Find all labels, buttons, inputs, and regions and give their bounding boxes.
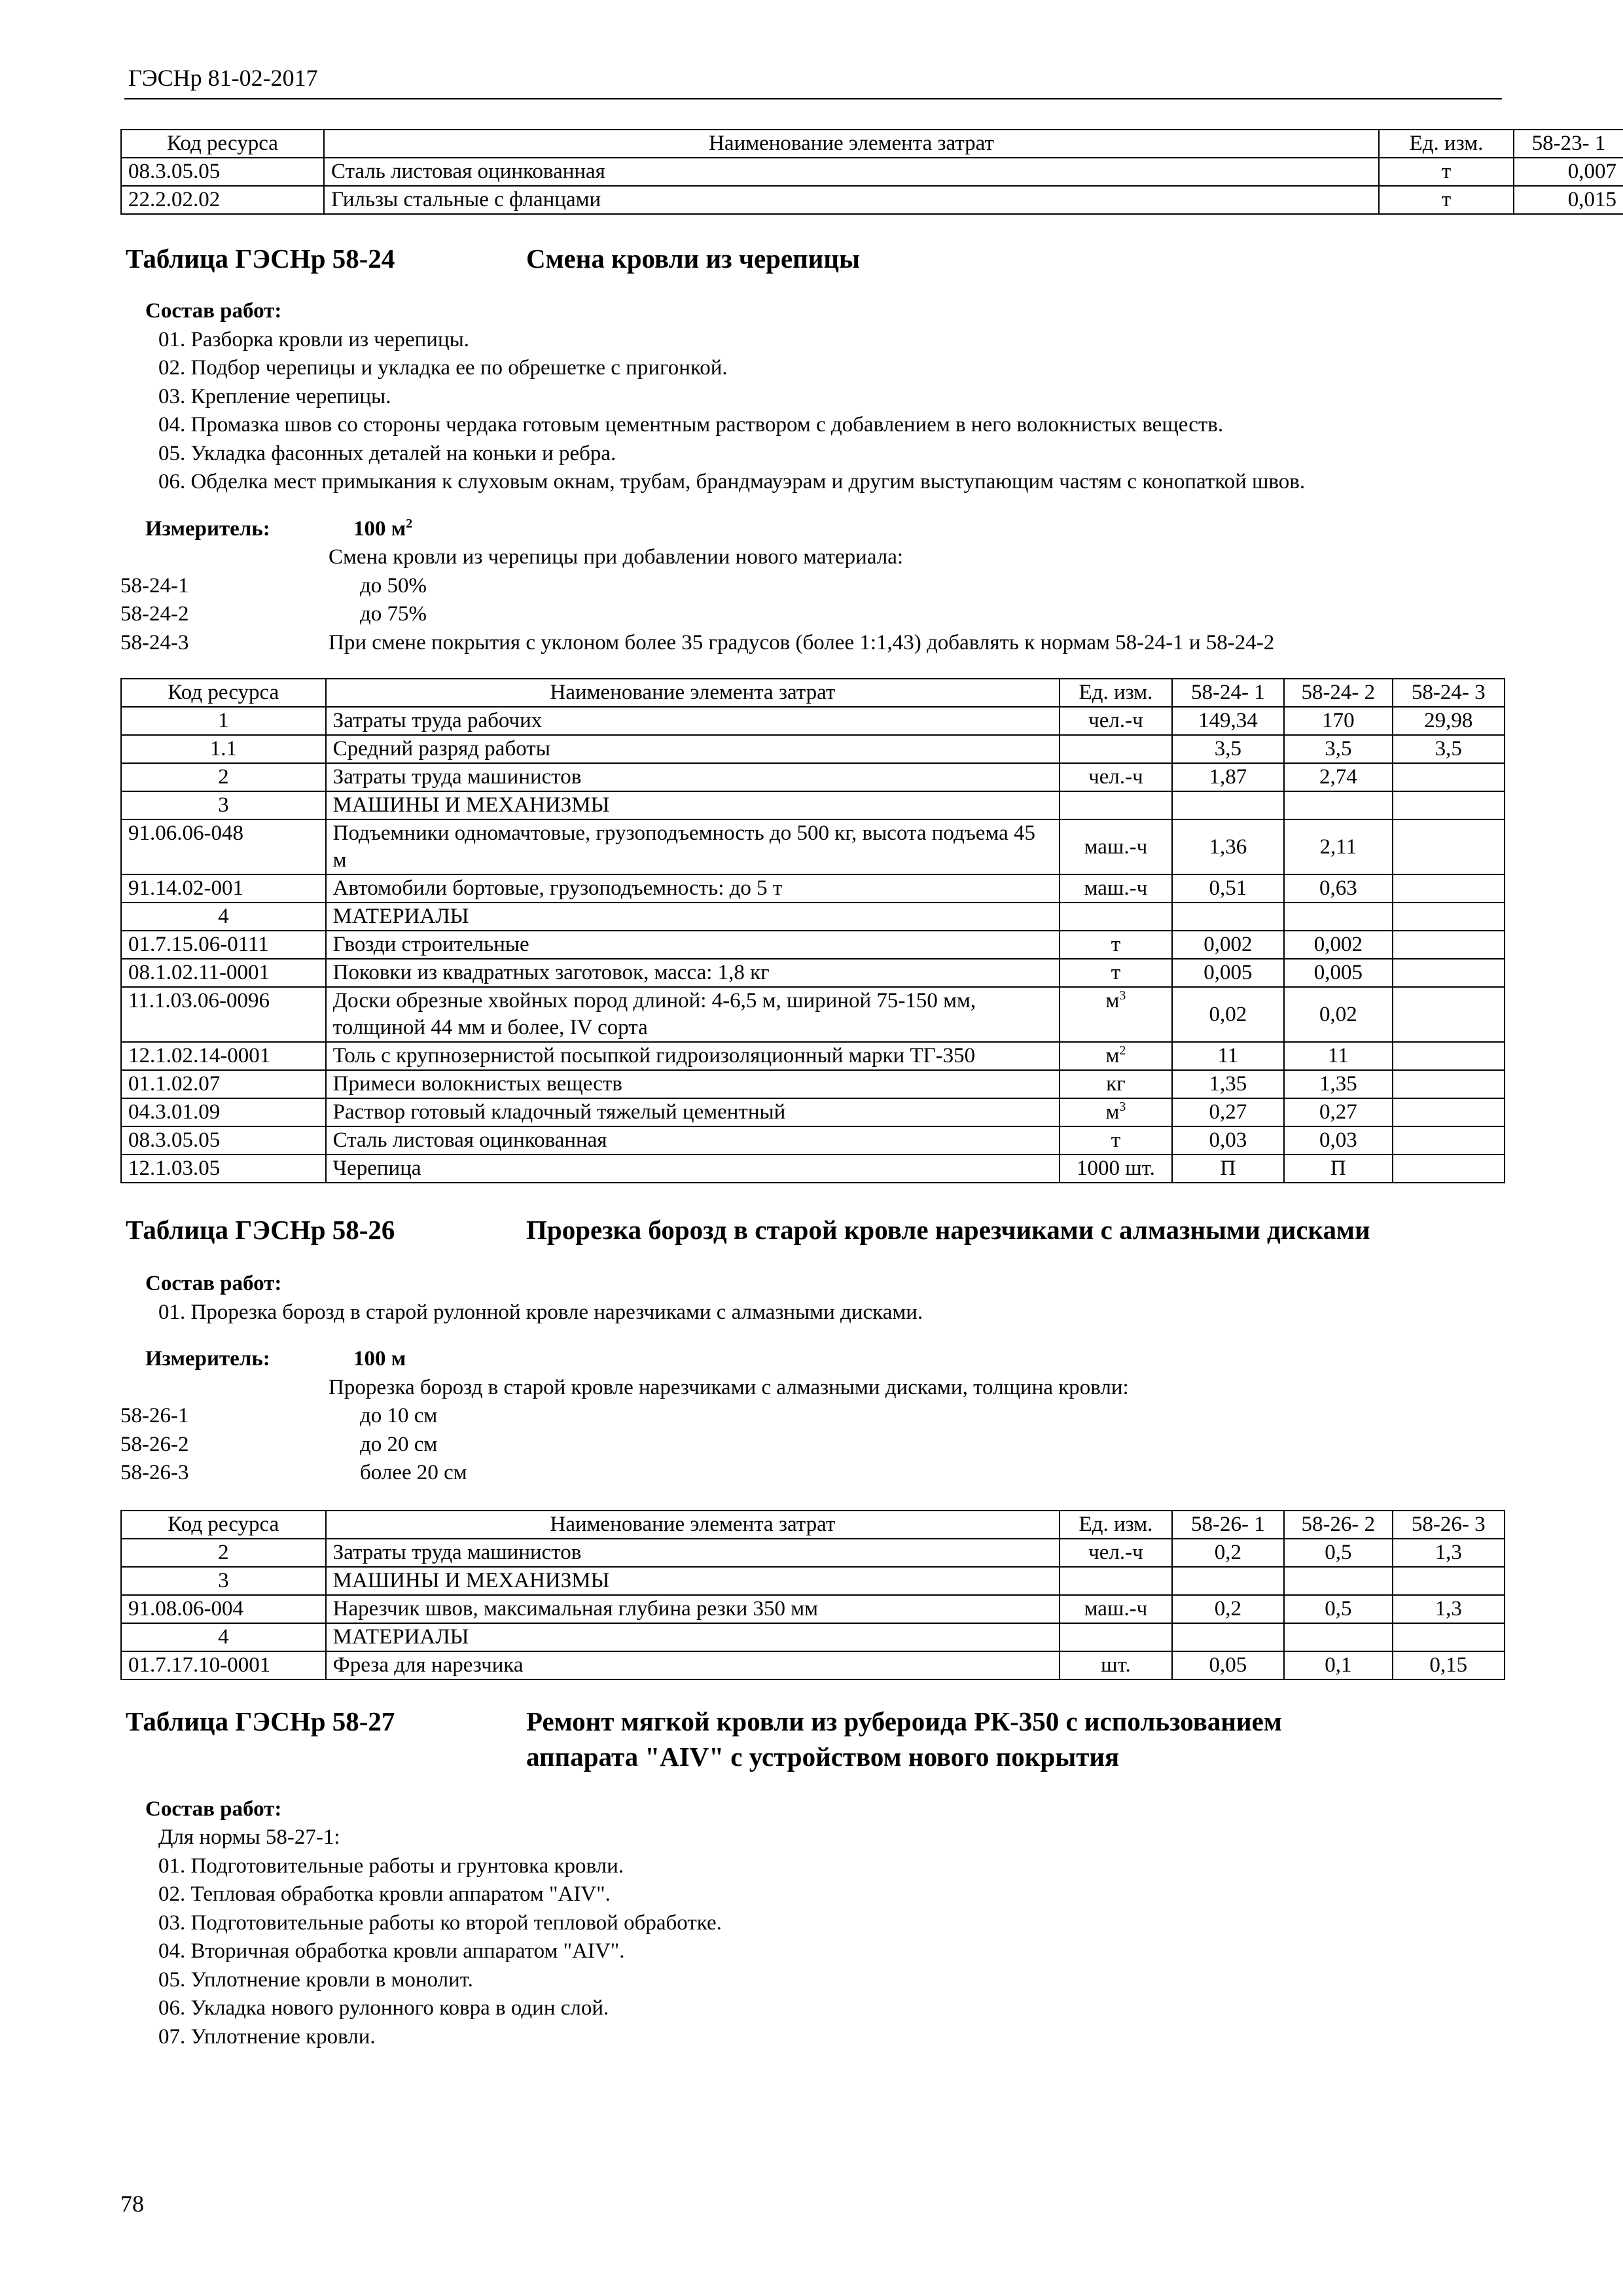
norm-value-3 — [1393, 819, 1505, 874]
norm-text: до 10 см — [360, 1404, 438, 1427]
norm-value-2: 0,27 — [1284, 1098, 1392, 1126]
col-header-unit: Ед. изм. — [1060, 1511, 1171, 1539]
norm-value-1: 0,51 — [1172, 874, 1284, 903]
work-item: 04. Промазка швов со стороны чердака готовым цементным раствором с добавлением в него волокнистых веществ. — [158, 413, 1224, 437]
unit-cell: 1000 шт. — [1060, 1155, 1171, 1183]
header-rule — [124, 98, 1502, 99]
works-heading: Состав работ: — [145, 1272, 282, 1295]
page-content — [120, 129, 1616, 2051]
norm-row — [120, 572, 1505, 601]
cost-element-name: Сталь листовая оцинкованная — [326, 1126, 1060, 1155]
norm-value-1: П — [1172, 1155, 1284, 1183]
resource-code: 08.3.05.05 — [121, 1126, 326, 1155]
norm-value-1: 0,2 — [1172, 1595, 1284, 1623]
col-header-norm-3: 58-26- 3 — [1393, 1511, 1505, 1539]
norm-value-1: 11 — [1172, 1042, 1284, 1070]
resource-code: 22.2.02.02 — [121, 186, 324, 214]
table-header-row — [121, 130, 1623, 158]
table-row — [121, 1098, 1505, 1126]
resource-code: 91.08.06-004 — [121, 1595, 326, 1623]
col-header-code: Код ресурса — [121, 130, 324, 158]
norm-value-3: 1,3 — [1393, 1595, 1505, 1623]
norm-value-1: 1,87 — [1172, 763, 1284, 791]
norm-value-1: 0,2 — [1172, 1539, 1284, 1567]
cost-element-name: Фреза для нарезчика — [326, 1651, 1060, 1679]
table-58-26 — [120, 1510, 1505, 1680]
table-row — [121, 1567, 1505, 1595]
table-row — [121, 874, 1505, 903]
work-item: 05. Уплотнение кровли в монолит. — [158, 1967, 473, 1992]
norm-value-1 — [1172, 903, 1284, 931]
norm-value-1: 0,03 — [1172, 1126, 1284, 1155]
norm-code: 58-26-3 — [120, 1461, 189, 1484]
norm-text: При смене покрытия с уклоном более 35 градусов (более 1:1,43) добавлять к нормам 58-24-1 и 58-24-2 — [329, 630, 1275, 655]
col-header-unit: Ед. изм. — [1060, 679, 1171, 707]
table-name: Прорезка борозд в старой кровле нарезчиками с алмазными дисками — [526, 1215, 1370, 1245]
resource-code: 1.1 — [121, 735, 326, 763]
measure-label: Измеритель: — [145, 516, 270, 541]
resource-code: 01.1.02.07 — [121, 1070, 326, 1098]
table-number: Таблица ГЭСНр 58-24 — [126, 243, 395, 274]
table-row — [121, 1539, 1505, 1567]
norm-value-3 — [1393, 1155, 1505, 1183]
col-header-code: Код ресурса — [121, 679, 326, 707]
norm-value-3 — [1393, 763, 1505, 791]
table-number: Таблица ГЭСНр 58-26 — [126, 1215, 395, 1245]
norm-value: 0,007 — [1514, 158, 1623, 186]
cost-element-name: МАТЕРИАЛЫ — [326, 1623, 1060, 1651]
unit-cell: кг — [1060, 1070, 1171, 1098]
unit-cell: чел.-ч — [1060, 1539, 1171, 1567]
cost-element-name: Гвозди строительные — [326, 931, 1060, 959]
norm-value-3 — [1393, 791, 1505, 819]
table-58-26-title — [120, 1212, 1505, 1247]
resource-code: 2 — [121, 1539, 326, 1567]
norm-value-3: 3,5 — [1393, 735, 1505, 763]
resource-code: 3 — [121, 791, 326, 819]
norm-value-1: 0,27 — [1172, 1098, 1284, 1126]
table-58-23-continuation — [120, 129, 1623, 215]
table-row — [121, 819, 1505, 874]
resource-code: 3 — [121, 1567, 326, 1595]
norm-value-3: 1,3 — [1393, 1539, 1505, 1567]
norm-value-2: 0,002 — [1284, 931, 1392, 959]
unit-cell: $м^3$ — [1060, 1098, 1171, 1126]
norm-value-2: 2,11 — [1284, 819, 1392, 874]
work-item: Для нормы 58-27-1: — [158, 1825, 340, 1849]
unit-cell: маш.-ч — [1060, 1595, 1171, 1623]
norm-code: 58-24-3 — [120, 630, 189, 655]
norm-value-2: 0,005 — [1284, 959, 1392, 987]
table-row — [121, 959, 1505, 987]
unit-cell: т — [1379, 158, 1514, 186]
work-item: 01. Разборка кровли из черепицы. — [158, 327, 470, 351]
norm-value-1: 1,35 — [1172, 1070, 1284, 1098]
resource-code: 2 — [121, 763, 326, 791]
table-row — [121, 1595, 1505, 1623]
work-item: 02. Тепловая обработка кровли аппаратом "AIV". — [158, 1882, 611, 1906]
work-item: 03. Подготовительные работы ко второй тепловой обработке. — [158, 1910, 722, 1935]
col-header-unit: Ед. изм. — [1379, 130, 1514, 158]
resource-code: 12.1.02.14-0001 — [121, 1042, 326, 1070]
norm-value-2: 0,5 — [1284, 1539, 1392, 1567]
cost-element-name: МАШИНЫ И МЕХАНИЗМЫ — [326, 791, 1060, 819]
cost-element-name: Поковки из квадратных заготовок, масса: 1,8 кг — [326, 959, 1060, 987]
table-name: Смена кровли из черепицы — [526, 243, 861, 274]
norm-value-2: 0,03 — [1284, 1126, 1392, 1155]
table-number: Таблица ГЭСНр 58-27 — [126, 1706, 395, 1736]
resource-code: 91.14.02-001 — [121, 874, 326, 903]
table-row — [121, 158, 1623, 186]
measure-description: Смена кровли из черепицы при добавлении нового материала: — [329, 545, 904, 569]
works-heading: Состав работ: — [145, 299, 282, 323]
norm-value-2: 0,02 — [1284, 987, 1392, 1042]
measure-block — [120, 1345, 1505, 1374]
works-list — [120, 1299, 1505, 1327]
table-row — [121, 1070, 1505, 1098]
norm-value-3 — [1393, 1126, 1505, 1155]
unit-cell — [1060, 1567, 1171, 1595]
col-header-norm-3: 58-24- 3 — [1393, 679, 1505, 707]
table-header-row — [121, 679, 1505, 707]
table-name: Ремонт мягкой кровли из рубероида РК-350 с использованием аппарата "AIV" с устройством нового покрытия — [526, 1706, 1282, 1772]
cost-element-name: МАТЕРИАЛЫ — [326, 903, 1060, 931]
norm-value-1: 0,05 — [1172, 1651, 1284, 1679]
unit-cell: $м^2$ — [1060, 1042, 1171, 1070]
norm-code: 58-24-1 — [120, 573, 189, 598]
table-row — [121, 735, 1505, 763]
measure-description: Прорезка борозд в старой кровле нарезчиками с алмазными дисками, толщина кровли: — [329, 1375, 1129, 1399]
norm-value-3 — [1393, 1070, 1505, 1098]
col-header-name: Наименование элемента затрат — [326, 1511, 1060, 1539]
resource-code: 11.1.03.06-0096 — [121, 987, 326, 1042]
norm-value-3: 0,15 — [1393, 1651, 1505, 1679]
works-heading: Состав работ: — [145, 1797, 282, 1821]
resource-code: 04.3.01.09 — [121, 1098, 326, 1126]
col-header-name: Наименование элемента затрат — [326, 679, 1060, 707]
norm-row — [120, 1459, 1505, 1488]
norm-value-1: 0,02 — [1172, 987, 1284, 1042]
work-item: 06. Укладка нового рулонного ковра в один слой. — [158, 1996, 609, 2020]
norm-row — [120, 629, 1505, 658]
unit-cell: $м^3$ — [1060, 987, 1171, 1042]
norm-row — [120, 1402, 1505, 1431]
norm-value-2 — [1284, 1567, 1392, 1595]
measure-unit: 100 $м^2$ — [353, 516, 413, 541]
table-row — [121, 1042, 1505, 1070]
work-item: 05. Укладка фасонных деталей на коньки и ребра. — [158, 441, 616, 465]
norm-code: 58-24-2 — [120, 602, 189, 626]
cost-element-name: Раствор готовый кладочный тяжелый цементный — [326, 1098, 1060, 1126]
page-number: 78 — [120, 2191, 144, 2217]
norms-list — [120, 1402, 1505, 1488]
norm-row — [120, 1431, 1505, 1460]
col-header-code: Код ресурса — [121, 1511, 326, 1539]
norm-code: 58-26-2 — [120, 1432, 189, 1456]
table-row — [121, 1623, 1505, 1651]
work-item: 04. Вторичная обработка кровли аппаратом "AIV". — [158, 1939, 625, 1963]
table-58-27-title — [120, 1704, 1505, 1774]
cost-element-name: Доски обрезные хвойных пород длиной: 4-6,5 м, шириной 75-150 мм, толщиной 44 мм и более, IV сорта — [326, 987, 1060, 1042]
norm-value-2 — [1284, 791, 1392, 819]
col-header-norm-2: 58-24- 2 — [1284, 679, 1392, 707]
work-item: 01. Прорезка борозд в старой рулонной кровле нарезчиками с алмазными дисками. — [158, 1300, 923, 1324]
norm-value-2: 11 — [1284, 1042, 1392, 1070]
unit-cell: чел.-ч — [1060, 707, 1171, 735]
table-58-24 — [120, 678, 1505, 1183]
table-row — [121, 931, 1505, 959]
resource-code: 08.1.02.11-0001 — [121, 959, 326, 987]
works-list — [120, 1823, 1505, 2051]
table-row — [121, 987, 1505, 1042]
norm-code: 58-26-1 — [120, 1404, 189, 1427]
table-row — [121, 186, 1623, 214]
measure-label: Измеритель: — [145, 1347, 270, 1371]
norm-value-3 — [1393, 1567, 1505, 1595]
cost-element-name: Черепица — [326, 1155, 1060, 1183]
cost-element-name: Подъемники одномачтовые, грузоподъемность до 500 кг, высота подъема 45 м — [326, 819, 1060, 874]
resource-code: 08.3.05.05 — [121, 158, 324, 186]
norm-value-2: 3,5 — [1284, 735, 1392, 763]
norm-value-2: 1,35 — [1284, 1070, 1392, 1098]
running-header: ГЭСНр 81-02-2017 — [128, 65, 318, 91]
cost-element-name: Автомобили бортовые, грузоподъемность: до 5 т — [326, 874, 1060, 903]
table-header-row — [121, 1511, 1505, 1539]
norm-value-3 — [1393, 1098, 1505, 1126]
measure-block — [120, 515, 1505, 544]
norm-row — [120, 600, 1505, 629]
unit-cell — [1060, 1623, 1171, 1651]
measure-unit: 100 м — [353, 1347, 406, 1371]
resource-code: 4 — [121, 903, 326, 931]
norm-value-1: 0,002 — [1172, 931, 1284, 959]
unit-cell: маш.-ч — [1060, 819, 1171, 874]
cost-element-name: Затраты труда машинистов — [326, 763, 1060, 791]
table-row — [121, 1155, 1505, 1183]
unit-cell: т — [1379, 186, 1514, 214]
norm-value-2: 170 — [1284, 707, 1392, 735]
unit-cell: т — [1060, 931, 1171, 959]
cost-element-name: Нарезчик швов, максимальная глубина резки 350 мм — [326, 1595, 1060, 1623]
norm-value-3 — [1393, 987, 1505, 1042]
work-item: 07. Уплотнение кровли. — [158, 2024, 376, 2049]
norm-value-2: П — [1284, 1155, 1392, 1183]
norm-value-2 — [1284, 1623, 1392, 1651]
cost-element-name: Толь с крупнозернистой посыпкой гидроизоляционный марки ТГ-350 — [326, 1042, 1060, 1070]
resource-code: 91.06.06-048 — [121, 819, 326, 874]
norm-value-2 — [1284, 903, 1392, 931]
cost-element-name: Примеси волокнистых веществ — [326, 1070, 1060, 1098]
norm-value-2: 0,5 — [1284, 1595, 1392, 1623]
work-item: 02. Подбор черепицы и укладка ее по обрешетке с пригонкой. — [158, 356, 728, 380]
table-row — [121, 707, 1505, 735]
col-header-norm-2: 58-26- 2 — [1284, 1511, 1392, 1539]
resource-code: 01.7.15.06-0111 — [121, 931, 326, 959]
resource-code: 4 — [121, 1623, 326, 1651]
norm-value-1: 1,36 — [1172, 819, 1284, 874]
norm-text: до 20 см — [360, 1432, 438, 1456]
resource-code: 01.7.17.10-0001 — [121, 1651, 326, 1679]
unit-cell: т — [1060, 1126, 1171, 1155]
norm-value: 0,015 — [1514, 186, 1623, 214]
norm-value-2: 0,63 — [1284, 874, 1392, 903]
norm-value-3 — [1393, 959, 1505, 987]
unit-cell: шт. — [1060, 1651, 1171, 1679]
norm-value-1 — [1172, 791, 1284, 819]
work-item: 06. Обделка мест примыкания к слуховым окнам, трубам, брандмауэрам и другим выступающим частям с конопаткой швов. — [158, 470, 1306, 493]
cost-element-name: Гильзы стальные с фланцами — [324, 186, 1379, 214]
norm-value-1: 0,005 — [1172, 959, 1284, 987]
table-row — [121, 763, 1505, 791]
work-item: 01. Подготовительные работы и грунтовка кровли. — [158, 1854, 624, 1878]
unit-cell: чел.-ч — [1060, 763, 1171, 791]
unit-cell — [1060, 903, 1171, 931]
norm-text: до 50% — [360, 573, 427, 598]
table-row — [121, 791, 1505, 819]
resource-code: 12.1.03.05 — [121, 1155, 326, 1183]
cost-element-name: Затраты труда рабочих — [326, 707, 1060, 735]
cost-element-name: МАШИНЫ И МЕХАНИЗМЫ — [326, 1567, 1060, 1595]
norm-value-3 — [1393, 903, 1505, 931]
work-item: 03. Крепление черепицы. — [158, 384, 391, 408]
norm-value-1: 149,34 — [1172, 707, 1284, 735]
table-row — [121, 903, 1505, 931]
norm-text: до 75% — [360, 602, 427, 626]
unit-cell — [1060, 735, 1171, 763]
norms-list — [120, 572, 1505, 658]
measure-description-row — [120, 1374, 1505, 1403]
table-row — [121, 1126, 1505, 1155]
norm-value-3 — [1393, 1042, 1505, 1070]
table-row — [121, 1651, 1505, 1679]
unit-cell: т — [1060, 959, 1171, 987]
norm-text: более 20 см — [360, 1461, 467, 1484]
unit-cell: маш.-ч — [1060, 874, 1171, 903]
cost-element-name: Сталь листовая оцинкованная — [324, 158, 1379, 186]
norm-value-2: 2,74 — [1284, 763, 1392, 791]
col-header-norm-1: 58-24- 1 — [1172, 679, 1284, 707]
norm-value-3 — [1393, 874, 1505, 903]
norm-value-2: 0,1 — [1284, 1651, 1392, 1679]
unit-cell — [1060, 791, 1171, 819]
norm-value-1: 3,5 — [1172, 735, 1284, 763]
works-list — [120, 326, 1505, 497]
resource-code: 1 — [121, 707, 326, 735]
cost-element-name: Средний разряд работы — [326, 735, 1060, 763]
col-header-norm: 58-23- 1 — [1514, 130, 1623, 158]
table-58-24-title — [120, 241, 1505, 276]
col-header-norm-1: 58-26- 1 — [1172, 1511, 1284, 1539]
norm-value-3 — [1393, 1623, 1505, 1651]
norm-value-1 — [1172, 1623, 1284, 1651]
norm-value-3: 29,98 — [1393, 707, 1505, 735]
cost-element-name: Затраты труда машинистов — [326, 1539, 1060, 1567]
col-header-name: Наименование элемента затрат — [324, 130, 1379, 158]
measure-description-row — [120, 543, 1505, 572]
norm-value-1 — [1172, 1567, 1284, 1595]
norm-value-3 — [1393, 931, 1505, 959]
